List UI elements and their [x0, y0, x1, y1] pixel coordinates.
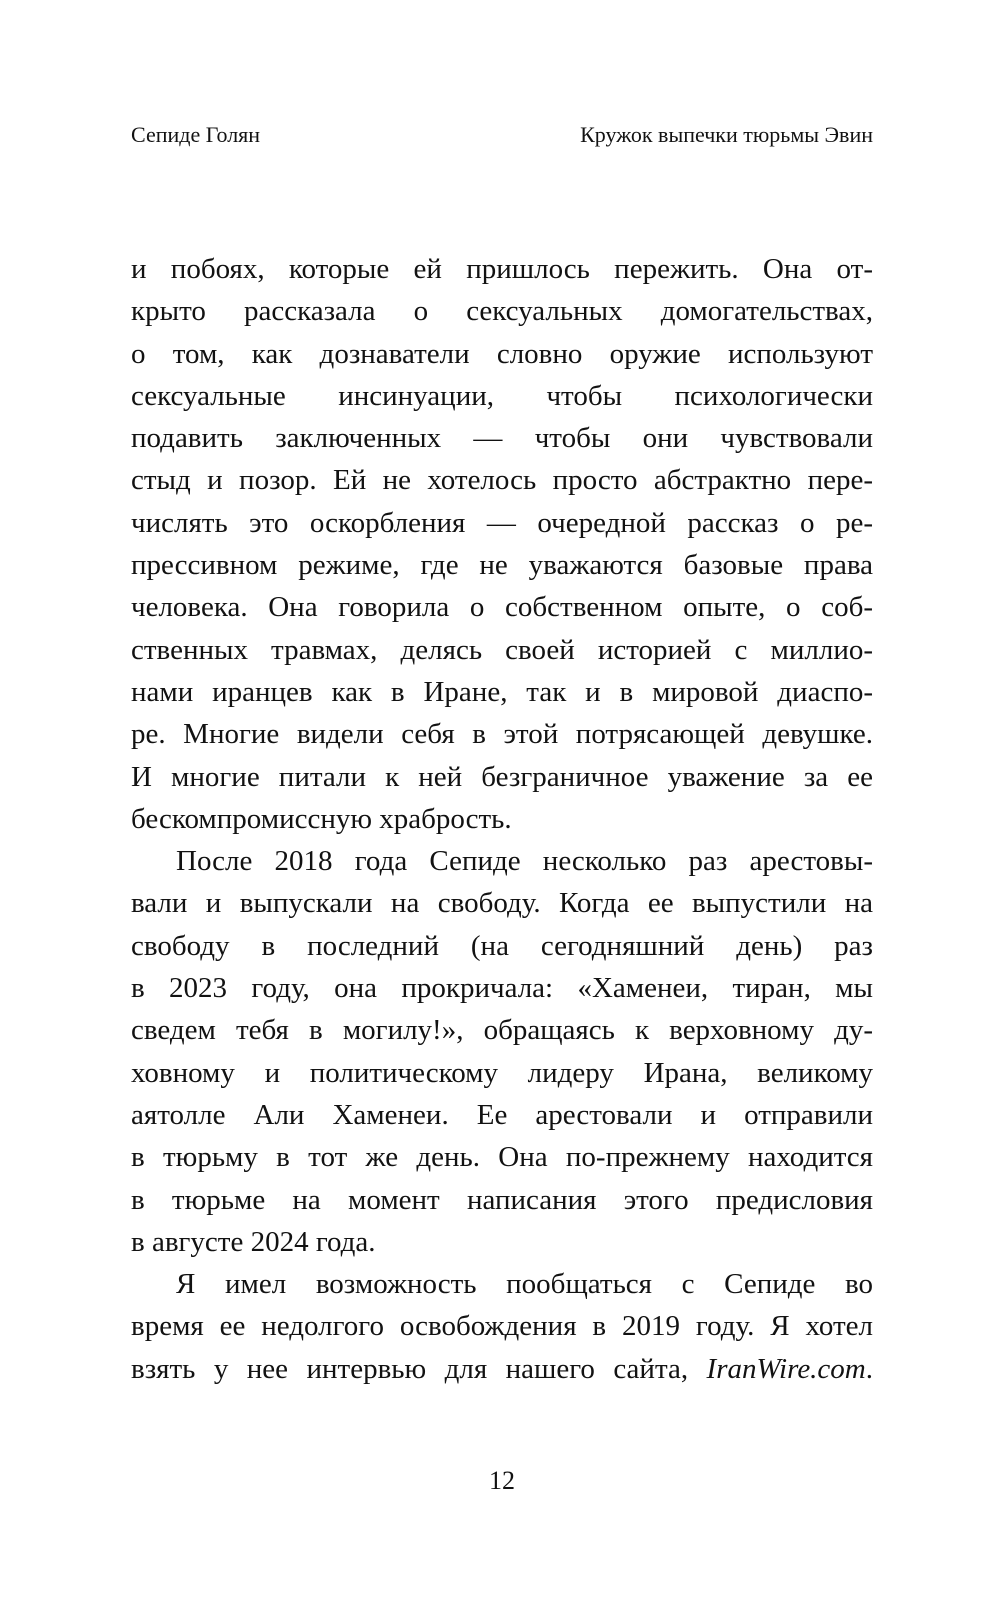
text-run: аятолле Али Хаменеи. Ее арестовали и отправили [131, 1098, 873, 1131]
text-line [131, 1348, 873, 1390]
text-run: человека. Она говорила о собственном опыте, о соб- [131, 591, 873, 624]
running-head [131, 122, 873, 148]
text-line [131, 798, 873, 840]
text-line [131, 290, 873, 332]
text-line [131, 1221, 873, 1263]
text-line [131, 925, 873, 967]
text-line [131, 544, 873, 586]
text-run: . [865, 1352, 873, 1385]
running-head-author: Сепиде Голян [131, 122, 261, 147]
text-line [131, 840, 873, 882]
text-line [131, 1305, 873, 1347]
text-line [131, 248, 873, 290]
text-line [131, 629, 873, 671]
text-run: бескомпромиссную храбрость. [131, 802, 512, 835]
text-run: свободу в последний (на сегодняшний день) раз [131, 929, 873, 962]
italic-text-run: IranWire.com [706, 1352, 866, 1385]
text-line [131, 1136, 873, 1178]
text-run: крыто рассказала о сексуальных домогательствах, [131, 295, 873, 328]
text-line [131, 1009, 873, 1051]
text-run: ственных травмах, делясь своей историей с миллио- [131, 633, 873, 666]
text-line [131, 459, 873, 501]
text-run: в 2023 году, она прокричала: «Хаменеи, тиран, мы [131, 972, 873, 1005]
text-run: вали и выпускали на свободу. Когда ее выпустили на [131, 887, 873, 920]
text-line [131, 967, 873, 1009]
text-line [131, 671, 873, 713]
text-run: сведем тебя в могилу!», обращаясь к верховному ду- [131, 1014, 873, 1047]
text-line [131, 502, 873, 544]
text-run: в тюрьму в тот же день. Она по-прежнему находится [131, 1141, 873, 1174]
text-run: подавить заключенных — чтобы они чувствовали [131, 422, 873, 455]
text-run: о том, как дознаватели словно оружие используют [131, 337, 873, 370]
text-line [131, 1052, 873, 1094]
text-line [131, 756, 873, 798]
running-head-title: Кружок выпечки тюрьмы Эвин [580, 122, 873, 147]
text-run: сексуальные инсинуации, чтобы психологически [131, 379, 873, 412]
text-line [131, 1263, 873, 1305]
text-run: И многие питали к ней безграничное уважение за ее [131, 760, 873, 793]
text-run: ховному и политическому лидеру Ирана, великому [131, 1056, 873, 1089]
text-line [131, 417, 873, 459]
text-run: в августе 2024 года. [131, 1225, 376, 1258]
text-run: После 2018 года Сепиде несколько раз арестовы- [176, 845, 873, 878]
text-run: взять у нее интервью для нашего сайта, [131, 1352, 707, 1385]
text-run: нами иранцев как в Иране, так и в мировой диаспо- [131, 675, 873, 708]
text-run: в тюрьме на момент написания этого предисловия [131, 1183, 873, 1216]
page-number: 12 [489, 1466, 515, 1495]
text-line [131, 586, 873, 628]
text-line [131, 882, 873, 924]
text-run: числять это оскорбления — очередной рассказ о ре- [131, 506, 873, 539]
text-run: ре. Многие видели себя в этой потрясающей девушке. [131, 718, 873, 751]
text-run: прессивном режиме, где не уважаются базовые права [131, 549, 873, 582]
text-line [131, 1094, 873, 1136]
text-line [131, 1179, 873, 1221]
text-line [131, 713, 873, 755]
text-run: время ее недолгого освобождения в 2019 году. Я хотел [131, 1310, 873, 1343]
body-text [131, 248, 873, 1390]
text-line [131, 333, 873, 375]
text-line [131, 375, 873, 417]
text-run: и побоях, которые ей пришлось пережить. Она от- [131, 253, 873, 285]
text-run: стыд и позор. Ей не хотелось просто абстрактно пере- [131, 464, 873, 497]
text-run: Я имел возможность пообщаться с Сепиде во [176, 1268, 873, 1301]
